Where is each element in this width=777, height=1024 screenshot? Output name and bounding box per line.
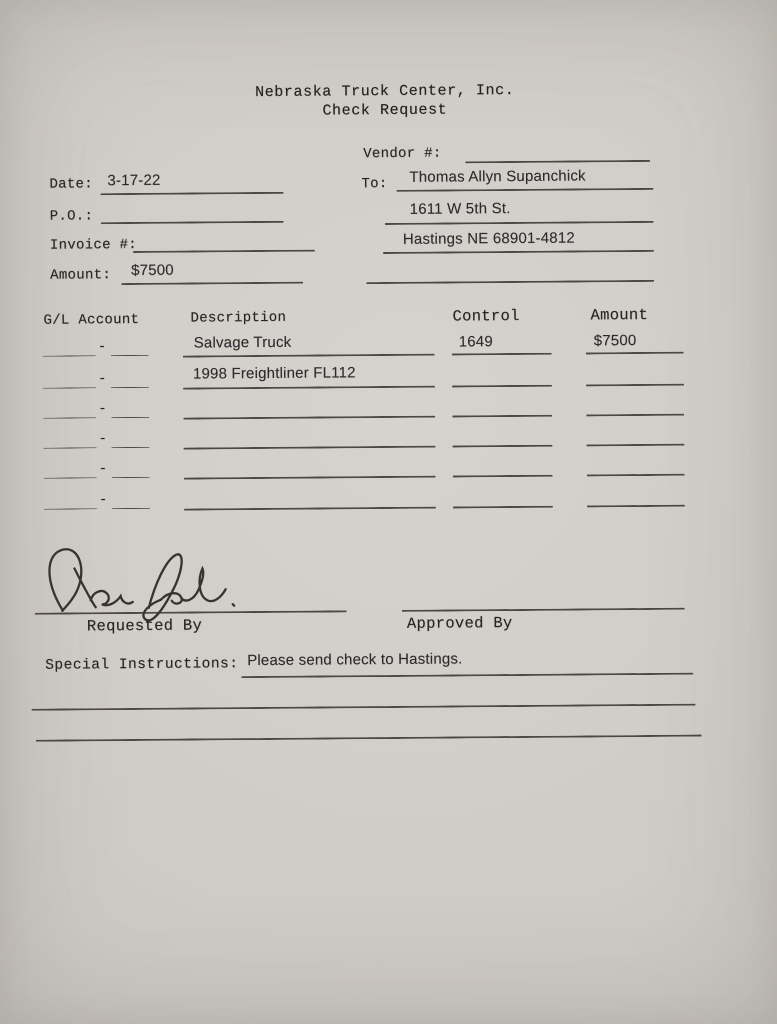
form-title: Check Request	[322, 101, 448, 120]
description-line	[184, 476, 436, 480]
date-value: 3-17-22	[107, 171, 161, 190]
special-instructions-line-2	[32, 704, 696, 711]
description-value: Salvage Truck	[193, 333, 292, 352]
special-instructions-line-1	[241, 673, 693, 679]
gl-line-1	[44, 477, 97, 478]
gl-line-2	[111, 387, 149, 388]
gl-separator: -	[97, 339, 107, 356]
approved-by-line	[402, 608, 685, 612]
description-line	[183, 446, 435, 450]
date-label: Date:	[49, 176, 93, 193]
control-value: 1649	[458, 333, 493, 351]
control-line	[453, 506, 553, 509]
special-instructions-line-3	[36, 735, 702, 742]
to-value: Thomas Allyn Supanchick	[409, 167, 586, 186]
description-line	[184, 507, 436, 511]
date-line	[100, 192, 283, 195]
control-line	[453, 475, 553, 478]
to-line	[396, 188, 653, 192]
amount-label: Amount:	[50, 267, 112, 284]
address-line1-value: 1611 W 5th St.	[409, 200, 511, 218]
description-value: 1998 Freightliner FL112	[192, 364, 356, 383]
amount-cell-line	[586, 384, 684, 387]
control-line	[452, 445, 552, 448]
vendor-label: Vendor #:	[363, 145, 442, 163]
special-instructions-label: Special Instructions:	[45, 656, 239, 674]
control-line	[452, 353, 552, 356]
gl-line-1	[43, 355, 96, 356]
vendor-line	[465, 160, 650, 163]
control-line	[452, 415, 552, 418]
amount-cell-value: $7500	[593, 332, 637, 350]
col-header-description: Description	[190, 309, 287, 327]
po-line	[101, 221, 284, 224]
gl-line-2	[111, 447, 149, 448]
blank-line-right	[366, 280, 654, 284]
gl-separator: -	[98, 431, 108, 448]
to-label: To:	[361, 175, 388, 193]
invoice-line	[133, 250, 315, 253]
invoice-label: Invoice #:	[49, 236, 137, 254]
amount-cell-line	[587, 474, 685, 477]
amount-cell-line	[586, 414, 684, 417]
requested-by-label: Requested By	[86, 616, 203, 636]
po-label: P.O.:	[49, 208, 94, 225]
amount-value: $7500	[131, 261, 174, 280]
address-line1-line	[385, 221, 654, 225]
col-header-control: Control	[452, 306, 520, 326]
address-line2-line	[383, 250, 654, 254]
amount-cell-line	[587, 505, 685, 508]
company-name: Nebraska Truck Center, Inc.	[255, 81, 515, 102]
gl-line-1	[43, 447, 96, 448]
gl-separator: -	[97, 371, 107, 388]
gl-line-2	[112, 508, 150, 509]
approved-by-label: Approved By	[406, 614, 513, 633]
description-line	[183, 386, 435, 390]
gl-separator: -	[98, 461, 108, 478]
gl-line-1	[44, 508, 97, 509]
amount-cell-line	[586, 444, 684, 447]
gl-line-2	[111, 417, 149, 418]
col-header-gl: G/L Account	[43, 311, 140, 329]
col-header-amount: Amount	[590, 305, 649, 325]
description-line	[183, 416, 435, 420]
gl-separator: -	[98, 492, 108, 509]
control-line	[452, 385, 552, 388]
gl-line-2	[112, 477, 150, 478]
description-line	[183, 354, 435, 358]
amount-line	[121, 282, 303, 285]
gl-line-1	[43, 417, 96, 418]
amount-cell-line	[586, 352, 684, 355]
address-line2-value: Hastings NE 68901-4812	[402, 229, 575, 248]
special-instructions-value: Please send check to Hastings.	[247, 650, 463, 670]
gl-line-1	[43, 387, 96, 388]
gl-separator: -	[98, 401, 107, 418]
gl-line-2	[111, 355, 149, 356]
